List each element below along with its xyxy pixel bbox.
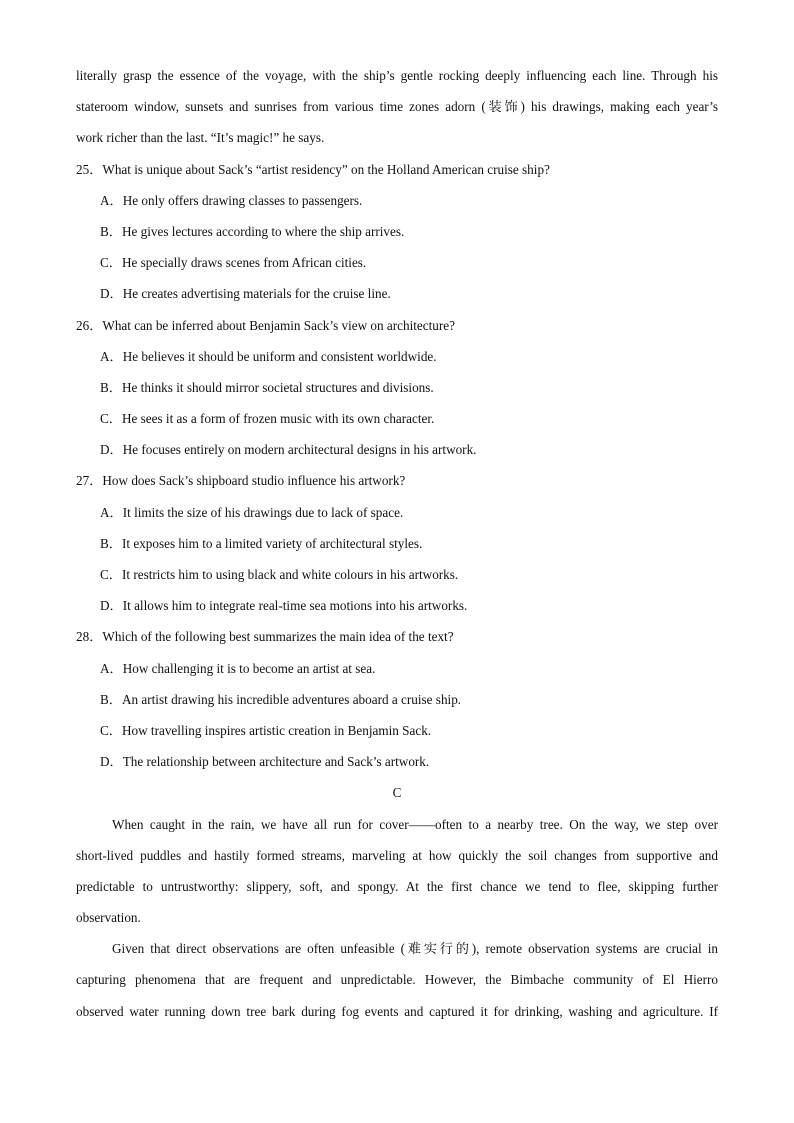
option-a: A．He only offers drawing classes to passengers. (100, 192, 363, 208)
option-a: A．How challenging it is to become an artist at sea. (100, 660, 376, 676)
option-c: C．He sees it as a form of frozen music with its own character. (100, 411, 435, 427)
question-25 (76, 154, 718, 310)
question-stem: 27．How does Sack’s shipboard studio influence his artwork? (76, 473, 406, 489)
section-heading: C (392, 785, 402, 801)
paragraph-line: Given that direct observations are often unfeasible (难实行的), remote observation systems are crucial in (112, 941, 718, 957)
option-b: B．He gives lectures according to where the ship arrives. (100, 223, 405, 239)
passage-c-paragraph-2 (76, 933, 718, 1027)
question-stem: 28．Which of the following best summarizes the main idea of the text? (76, 629, 454, 645)
option-c: C．How travelling inspires artistic creation in Benjamin Sack. (100, 722, 432, 738)
paragraph-line: stateroom window, sunsets and sunrises from various time zones adorn (装饰) his drawings, making each year’s (76, 99, 718, 115)
option-b: B．He thinks it should mirror societal structures and divisions. (100, 379, 434, 395)
option-d: D．He focuses entirely on modern architectural designs in his artwork. (100, 442, 477, 458)
question-28 (76, 621, 718, 777)
paragraph-line: predictable to untrustworthy: slippery, soft, and spongy. At the first chance we tend to flee, skipping further (76, 878, 718, 894)
option-d: D．He creates advertising materials for the cruise line. (100, 286, 391, 302)
option-b: B．An artist drawing his incredible adventures aboard a cruise ship. (100, 691, 462, 707)
paragraph-line: When caught in the rain, we have all run for cover——often to a nearby tree. On the way, we step over (112, 816, 718, 832)
paragraph-line: literally grasp the essence of the voyage, with the ship’s gentle rocking deeply influencing each line. Through his (76, 68, 718, 83)
paragraph-line: observation. (76, 910, 141, 926)
paragraph-line: capturing phenomena that are frequent and unpredictable. However, the Bimbache community of El Hierro (76, 972, 718, 988)
option-a: A．It limits the size of his drawings due to lack of space. (100, 504, 404, 520)
option-b: B．It exposes him to a limited variety of architectural styles. (100, 535, 423, 551)
question-26 (76, 310, 718, 466)
paragraph-line: short-lived puddles and hastily formed streams, marveling at how quickly the soil changes from supportive and (76, 847, 718, 863)
paragraph-line: observed water running down tree bark during fog events and captured it for drinking, washing and agriculture. If (76, 1003, 718, 1019)
passage-c-paragraph-1 (76, 809, 718, 934)
option-d: D．It allows him to integrate real-time sea motions into his artworks. (100, 598, 468, 614)
document-page (76, 60, 718, 1027)
question-stem: 26．What can be inferred about Benjamin Sack’s view on architecture? (76, 317, 455, 333)
intro-paragraph (76, 60, 718, 154)
option-d: D．The relationship between architecture and Sack’s artwork. (100, 754, 430, 770)
question-stem: 25．What is unique about Sack’s “artist residency” on the Holland American cruise ship? (76, 161, 550, 177)
option-c: C．It restricts him to using black and white colours in his artworks. (100, 567, 459, 582)
option-c: C．He specially draws scenes from African cities. (100, 255, 367, 271)
paragraph-line: work richer than the last. “It’s magic!” he says. (76, 130, 325, 146)
option-a: A．He believes it should be uniform and consistent worldwide. (100, 348, 437, 364)
question-27 (76, 465, 718, 621)
